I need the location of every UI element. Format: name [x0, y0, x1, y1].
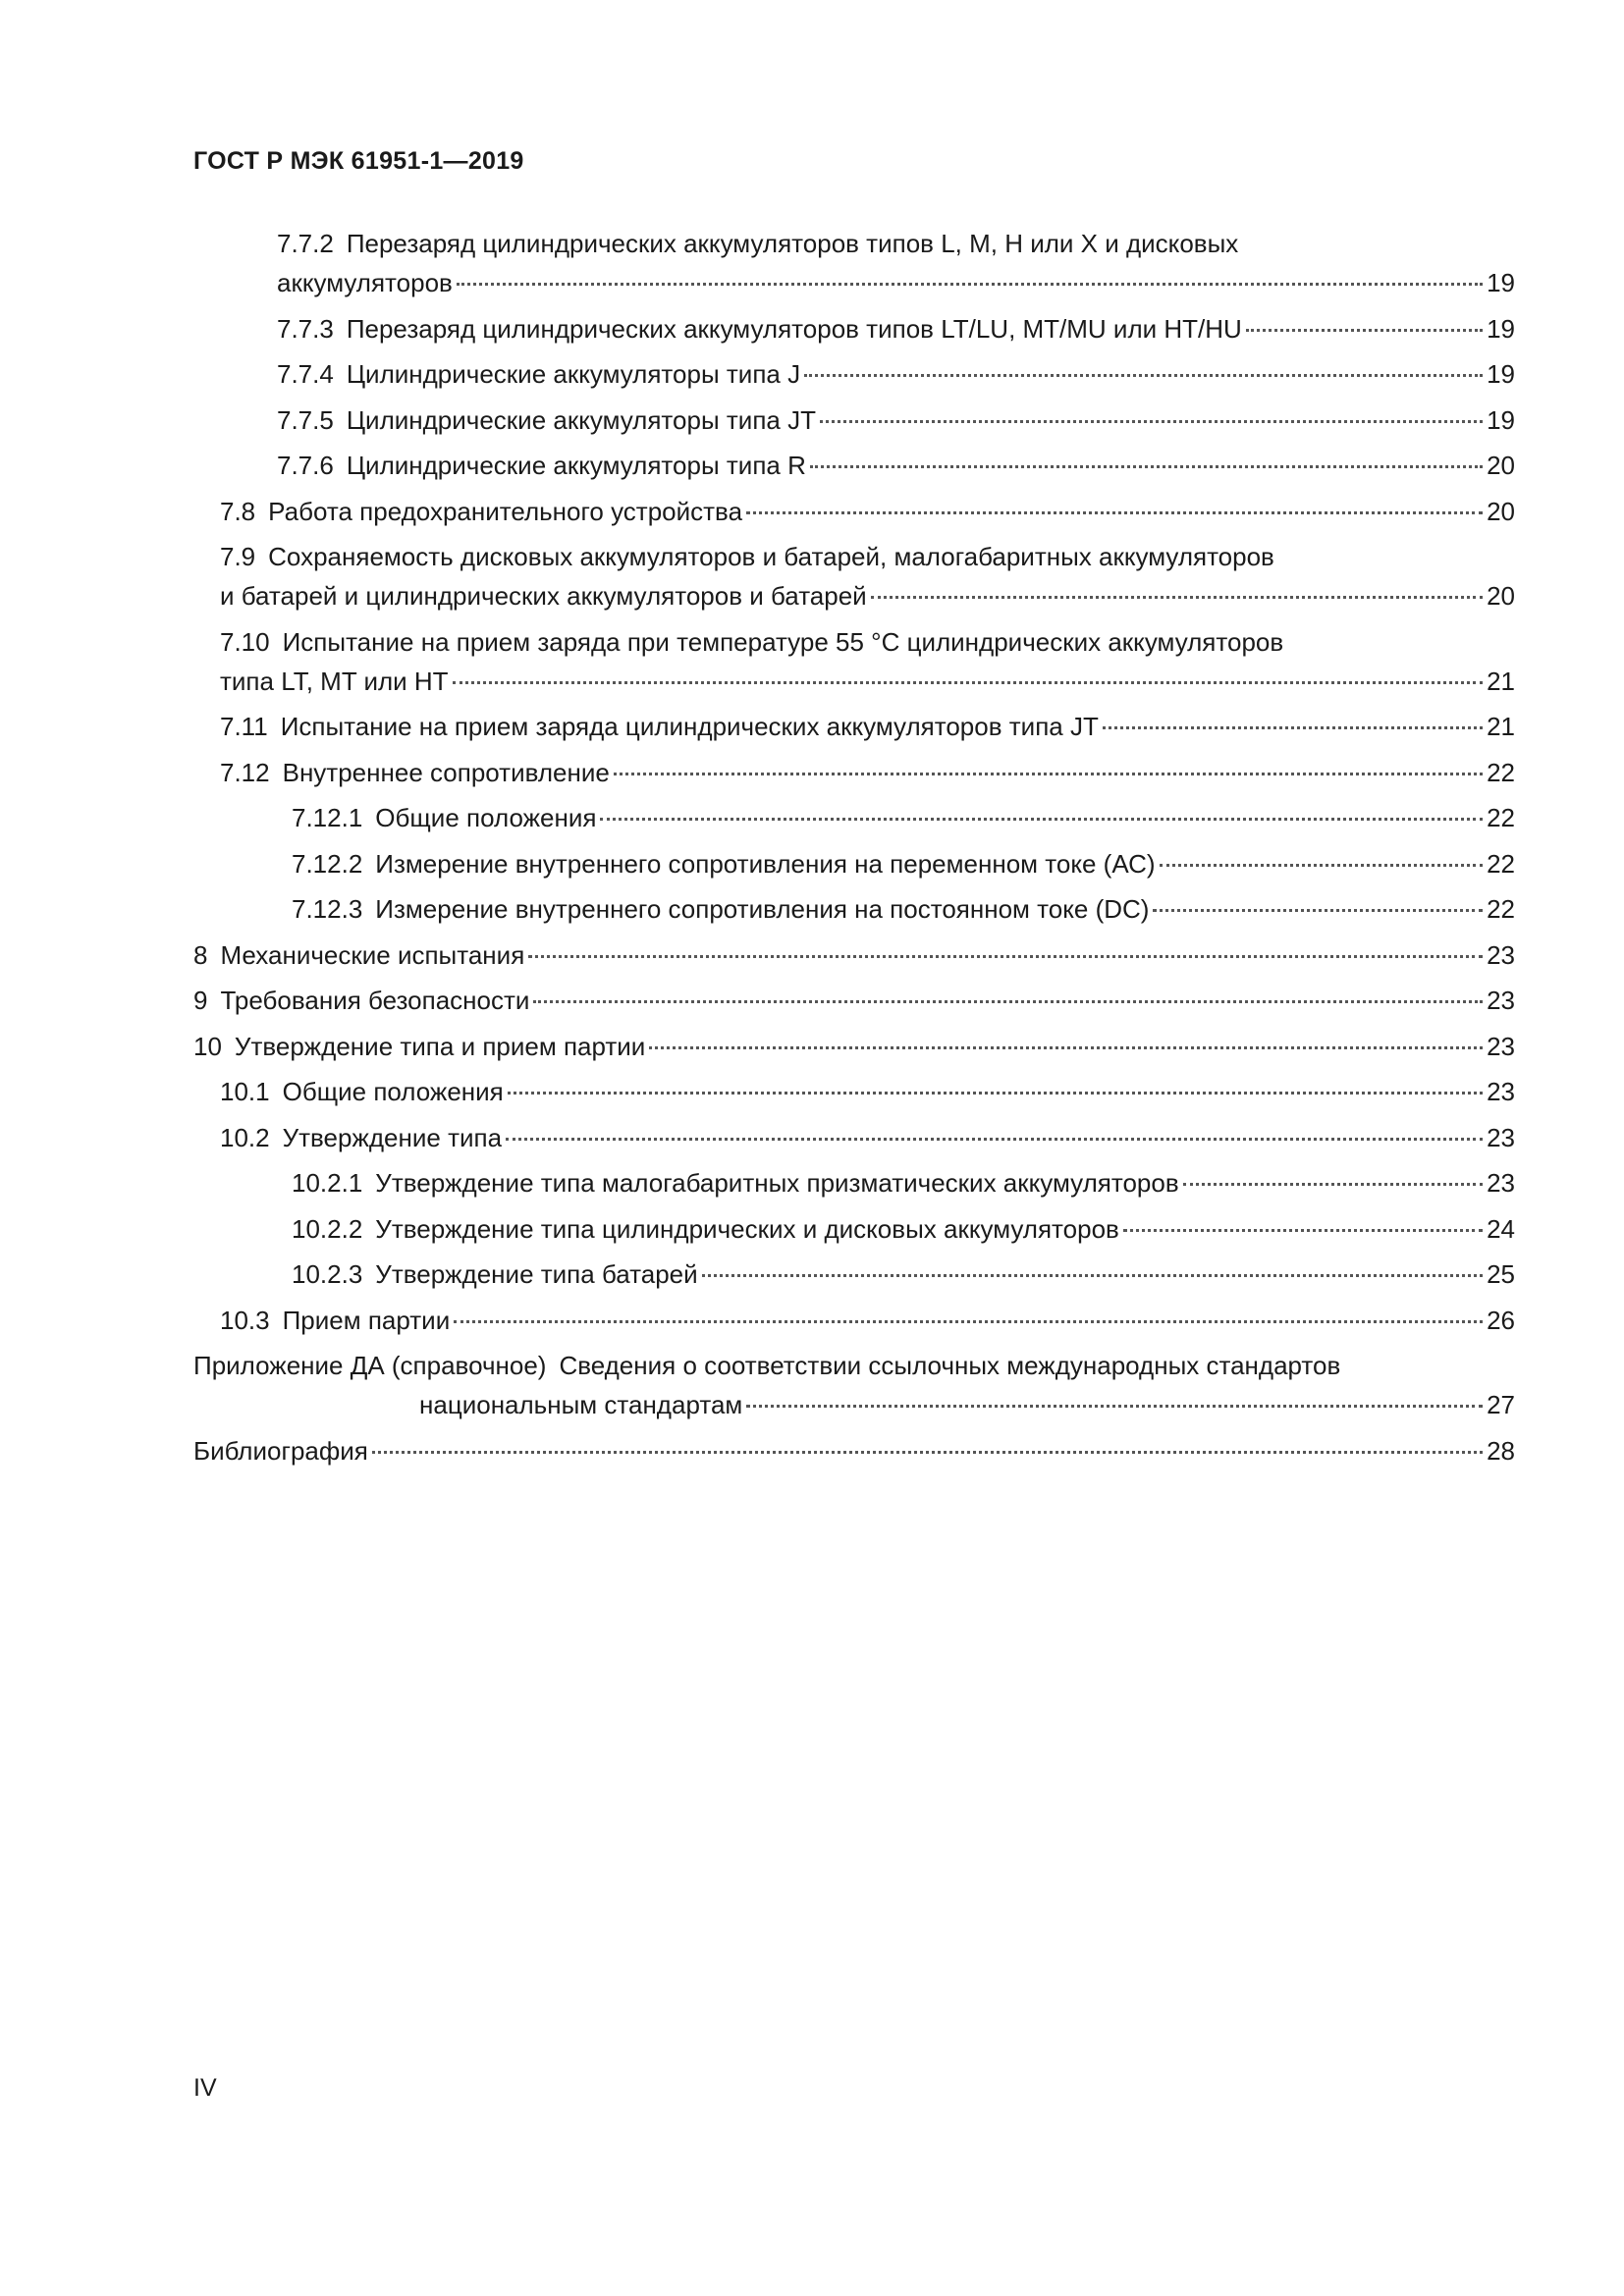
toc-number: 7.7.6 — [277, 451, 334, 480]
toc-number: 8 — [193, 939, 208, 970]
dot-leader — [746, 511, 1483, 514]
toc-title: Работа предохранительного устройства — [268, 496, 743, 526]
toc-page-number: 19 — [1487, 359, 1515, 389]
toc-page-number: 19 — [1487, 268, 1515, 297]
dot-leader — [1183, 1183, 1483, 1186]
toc-number: 7.12 — [220, 757, 270, 787]
dot-leader — [820, 420, 1483, 423]
toc-entry-7-8[interactable] — [193, 492, 1515, 531]
dot-leader — [457, 283, 1483, 286]
toc-entry-10-3[interactable] — [193, 1301, 1515, 1340]
toc-number: 7.7.5 — [277, 404, 334, 435]
toc-title: Сведения о соответствии ссылочных международных стандартов — [559, 1351, 1341, 1380]
dot-leader — [1153, 909, 1483, 912]
toc-title: Перезаряд цилиндрических аккумуляторов типов L, M, H или X и дисковых — [346, 229, 1239, 258]
toc-title: Измерение внутреннего сопротивления на постоянном токе (DC) — [375, 894, 1150, 924]
toc-entry-10-2-3[interactable] — [193, 1255, 1515, 1294]
toc-page-number: 26 — [1487, 1305, 1515, 1335]
toc-title: Прием партии — [282, 1305, 451, 1335]
toc-title: Цилиндрические аккумуляторы типа R — [346, 451, 806, 480]
toc-entry-10-1[interactable] — [193, 1072, 1515, 1111]
toc-title: Измерение внутреннего сопротивления на переменном токе (АС) — [375, 848, 1156, 879]
dot-leader — [649, 1046, 1483, 1049]
toc-number: 10.3 — [220, 1305, 270, 1335]
toc-title: Утверждение типа цилиндрических и дисковых аккумуляторов — [375, 1213, 1119, 1244]
toc-page-number: 22 — [1487, 848, 1515, 879]
toc-title: Испытание на прием заряда при температуре 55 °С цилиндрических аккумуляторов — [282, 626, 1284, 657]
toc-title-continuation: национальным стандартам — [419, 1390, 743, 1419]
toc-page-number: 22 — [1487, 757, 1515, 787]
toc-entry-7-7-5[interactable] — [193, 400, 1515, 440]
toc-page-number: 23 — [1487, 1122, 1515, 1152]
toc-number: 7.11 — [220, 712, 268, 741]
toc-page-number: 21 — [1487, 666, 1515, 696]
toc-page-number: 23 — [1487, 986, 1515, 1015]
dot-leader — [533, 1000, 1483, 1003]
document-header: ГОСТ Р МЭК 61951-1—2019 — [193, 147, 524, 175]
toc-number: 7.10 — [220, 626, 270, 657]
table-of-contents — [193, 224, 1515, 1476]
dot-leader — [506, 1138, 1483, 1141]
dot-leader — [1160, 864, 1484, 867]
toc-title: Утверждение типа батарей — [375, 1259, 698, 1289]
toc-title: Цилиндрические аккумуляторы типа JT — [346, 404, 816, 435]
toc-entry-7-9[interactable] — [193, 537, 1515, 615]
toc-entry-appendix-da[interactable] — [193, 1346, 1515, 1424]
dot-leader — [1246, 329, 1483, 332]
toc-title: Перезаряд цилиндрических аккумуляторов типов LT/LU, MT/MU или HT/HU — [346, 313, 1242, 344]
dot-leader — [508, 1092, 1483, 1095]
toc-entry-9[interactable] — [193, 981, 1515, 1020]
dot-leader — [614, 773, 1483, 775]
dot-leader — [453, 681, 1484, 684]
toc-title: Библиография — [193, 1435, 368, 1466]
page-number-footer: IV — [193, 2074, 217, 2102]
toc-entry-7-7-6[interactable] — [193, 446, 1515, 485]
toc-entry-10[interactable] — [193, 1027, 1515, 1066]
toc-number: 7.12.2 — [292, 848, 363, 879]
dot-leader — [804, 374, 1483, 377]
toc-page-number: 19 — [1487, 404, 1515, 435]
toc-title: Утверждение типа и прием партии — [234, 1031, 646, 1061]
toc-page-number: 20 — [1487, 451, 1515, 480]
toc-page-number: 23 — [1487, 1077, 1515, 1106]
toc-page-number: 20 — [1487, 496, 1515, 526]
toc-page-number: 23 — [1487, 1168, 1515, 1198]
toc-entry-7-7-4[interactable] — [193, 354, 1515, 394]
dot-leader — [454, 1320, 1483, 1323]
dot-leader — [702, 1274, 1483, 1277]
toc-entry-7-12-3[interactable] — [193, 889, 1515, 929]
toc-title-continuation: и батарей и цилиндрических аккумуляторов и батарей — [220, 581, 867, 611]
toc-title: Утверждение типа малогабаритных призматических аккумуляторов — [375, 1168, 1179, 1198]
dot-leader — [810, 465, 1483, 468]
toc-number: 10.2.3 — [292, 1259, 363, 1289]
toc-number: 10.2 — [220, 1122, 270, 1152]
toc-page-number: 23 — [1487, 939, 1515, 970]
toc-number: 7.7.4 — [277, 359, 334, 389]
toc-entry-10-2-1[interactable] — [193, 1163, 1515, 1202]
dot-leader — [600, 818, 1483, 821]
toc-page-number: 22 — [1487, 803, 1515, 832]
dot-leader — [1123, 1229, 1483, 1232]
toc-entry-bibliography[interactable] — [193, 1431, 1515, 1470]
dot-leader — [746, 1405, 1483, 1408]
toc-page-number: 25 — [1487, 1259, 1515, 1289]
toc-number: 7.7.3 — [277, 313, 334, 344]
toc-title: Сохраняемость дисковых аккумуляторов и батарей, малогабаритных аккумуляторов — [268, 542, 1274, 571]
toc-entry-7-10[interactable] — [193, 622, 1515, 701]
toc-number: 10 — [193, 1031, 222, 1061]
toc-page-number: 20 — [1487, 581, 1515, 611]
toc-title: Цилиндрические аккумуляторы типа J — [346, 359, 801, 389]
toc-entry-7-7-2[interactable] — [193, 224, 1515, 302]
toc-page-number: 24 — [1487, 1213, 1515, 1244]
toc-number: 7.8 — [220, 496, 256, 526]
toc-page-number: 28 — [1487, 1435, 1515, 1466]
toc-title-continuation: аккумуляторов — [277, 268, 453, 297]
toc-page-number: 22 — [1487, 894, 1515, 924]
dot-leader — [528, 955, 1483, 958]
toc-page-number: 23 — [1487, 1031, 1515, 1061]
toc-page-number: 21 — [1487, 712, 1515, 741]
toc-entry-8[interactable] — [193, 935, 1515, 975]
toc-number: 10.2.2 — [292, 1213, 363, 1244]
toc-number: 7.9 — [220, 542, 256, 571]
toc-number: 10.2.1 — [292, 1168, 363, 1198]
toc-number: 7.7.2 — [277, 229, 334, 258]
toc-number: 10.1 — [220, 1077, 270, 1106]
toc-entry-7-12-1[interactable] — [193, 798, 1515, 837]
toc-entry-7-12-2[interactable] — [193, 844, 1515, 883]
toc-title: Испытание на прием заряда цилиндрических аккумуляторов типа JT — [280, 712, 1099, 741]
toc-title: Требования безопасности — [220, 986, 530, 1015]
toc-title: Механические испытания — [220, 939, 525, 970]
toc-entry-10-2-2[interactable] — [193, 1209, 1515, 1249]
toc-title: Общие положения — [282, 1077, 504, 1106]
dot-leader — [372, 1451, 1483, 1454]
toc-title-continuation: типа LT, MT или HT — [220, 666, 449, 696]
toc-entry-10-2[interactable] — [193, 1118, 1515, 1157]
toc-page-number: 27 — [1487, 1390, 1515, 1419]
toc-number: 9 — [193, 986, 208, 1015]
dot-leader — [1103, 726, 1483, 729]
toc-page-number: 19 — [1487, 313, 1515, 344]
toc-number: 7.12.3 — [292, 894, 363, 924]
toc-number: 7.12.1 — [292, 803, 363, 832]
toc-entry-7-12[interactable] — [193, 753, 1515, 792]
toc-number: Приложение ДА (справочное) — [193, 1351, 547, 1380]
toc-entry-7-7-3[interactable] — [193, 309, 1515, 348]
toc-title: Внутреннее сопротивление — [282, 757, 610, 787]
toc-entry-7-11[interactable] — [193, 707, 1515, 746]
toc-title: Общие положения — [375, 803, 597, 832]
dot-leader — [871, 596, 1483, 599]
toc-title: Утверждение типа — [282, 1122, 503, 1152]
